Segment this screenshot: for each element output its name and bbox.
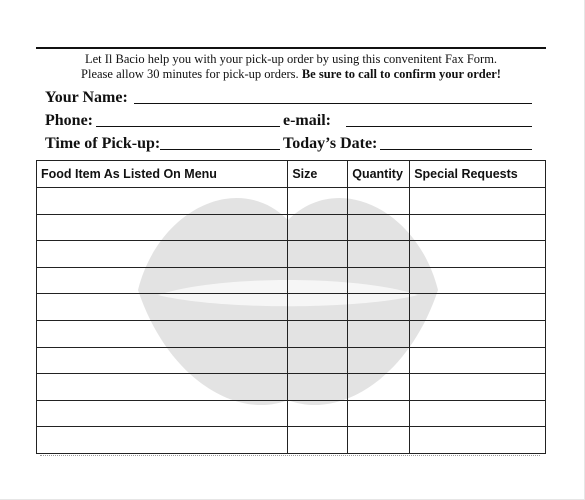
table-row [37, 241, 546, 268]
phone-label: Phone: [45, 112, 93, 129]
top-divider [36, 47, 546, 49]
size-cell[interactable] [288, 241, 348, 268]
table-row [37, 400, 546, 427]
table-row [37, 320, 546, 347]
pickup-time-label: Time of Pick-up: [45, 135, 161, 152]
food-item-cell[interactable] [37, 294, 288, 321]
size-cell[interactable] [288, 374, 348, 401]
special-requests-cell[interactable] [410, 267, 546, 294]
special-requests-cell[interactable] [410, 241, 546, 268]
order-table [36, 160, 546, 454]
intro-text [36, 52, 546, 82]
table-row [37, 267, 546, 294]
special-requests-cell[interactable] [410, 374, 546, 401]
size-cell[interactable] [288, 267, 348, 294]
quantity-cell[interactable] [348, 267, 410, 294]
todays-date-field[interactable] [380, 149, 532, 150]
special-requests-cell[interactable] [410, 294, 546, 321]
quantity-cell[interactable] [348, 188, 410, 215]
quantity-cell[interactable] [348, 427, 410, 454]
table-header-row [37, 161, 546, 188]
quantity-cell[interactable] [348, 347, 410, 374]
table-body [37, 188, 546, 454]
special-requests-cell[interactable] [410, 188, 546, 215]
food-item-cell[interactable] [37, 320, 288, 347]
size-cell[interactable] [288, 294, 348, 321]
table-row [37, 374, 546, 401]
header-food-item: Food Item As Listed On Menu [37, 161, 288, 188]
header-size: Size [288, 161, 348, 188]
quantity-cell[interactable] [348, 400, 410, 427]
table-row [37, 214, 546, 241]
special-requests-cell[interactable] [410, 400, 546, 427]
special-requests-cell[interactable] [410, 214, 546, 241]
intro-line-2 [36, 67, 546, 82]
email-label: e-mail: [283, 112, 331, 129]
size-cell[interactable] [288, 400, 348, 427]
phone-field[interactable] [96, 126, 280, 127]
quantity-cell[interactable] [348, 374, 410, 401]
footnote-line [40, 455, 540, 459]
special-requests-cell[interactable] [410, 347, 546, 374]
your-name-label: Your Name: [45, 89, 128, 106]
food-item-cell[interactable] [37, 427, 288, 454]
food-item-cell[interactable] [37, 214, 288, 241]
size-cell[interactable] [288, 427, 348, 454]
table-row [37, 347, 546, 374]
food-item-cell[interactable] [37, 400, 288, 427]
your-name-field[interactable] [134, 103, 532, 104]
quantity-cell[interactable] [348, 241, 410, 268]
pickup-time-field[interactable] [160, 149, 280, 150]
food-item-cell[interactable] [37, 374, 288, 401]
intro-line-2-plain: Please allow 30 minutes for pick-up orders. [81, 67, 299, 81]
quantity-cell[interactable] [348, 214, 410, 241]
table-row [37, 427, 546, 454]
food-item-cell[interactable] [37, 188, 288, 215]
special-requests-cell[interactable] [410, 320, 546, 347]
header-quantity: Quantity [348, 161, 410, 188]
table-row [37, 294, 546, 321]
special-requests-cell[interactable] [410, 427, 546, 454]
email-field[interactable] [346, 126, 532, 127]
quantity-cell[interactable] [348, 294, 410, 321]
size-cell[interactable] [288, 188, 348, 215]
table-row [37, 188, 546, 215]
size-cell[interactable] [288, 214, 348, 241]
size-cell[interactable] [288, 320, 348, 347]
quantity-cell[interactable] [348, 320, 410, 347]
intro-line-2-bold: Be sure to call to confirm your order! [301, 67, 501, 81]
size-cell[interactable] [288, 347, 348, 374]
todays-date-label: Today’s Date: [283, 135, 378, 152]
food-item-cell[interactable] [37, 347, 288, 374]
header-special-requests: Special Requests [410, 161, 546, 188]
food-item-cell[interactable] [37, 267, 288, 294]
food-item-cell[interactable] [37, 241, 288, 268]
intro-line-1: Let Il Bacio help you with your pick-up order by using this convenitent Fax Form. [84, 52, 498, 66]
